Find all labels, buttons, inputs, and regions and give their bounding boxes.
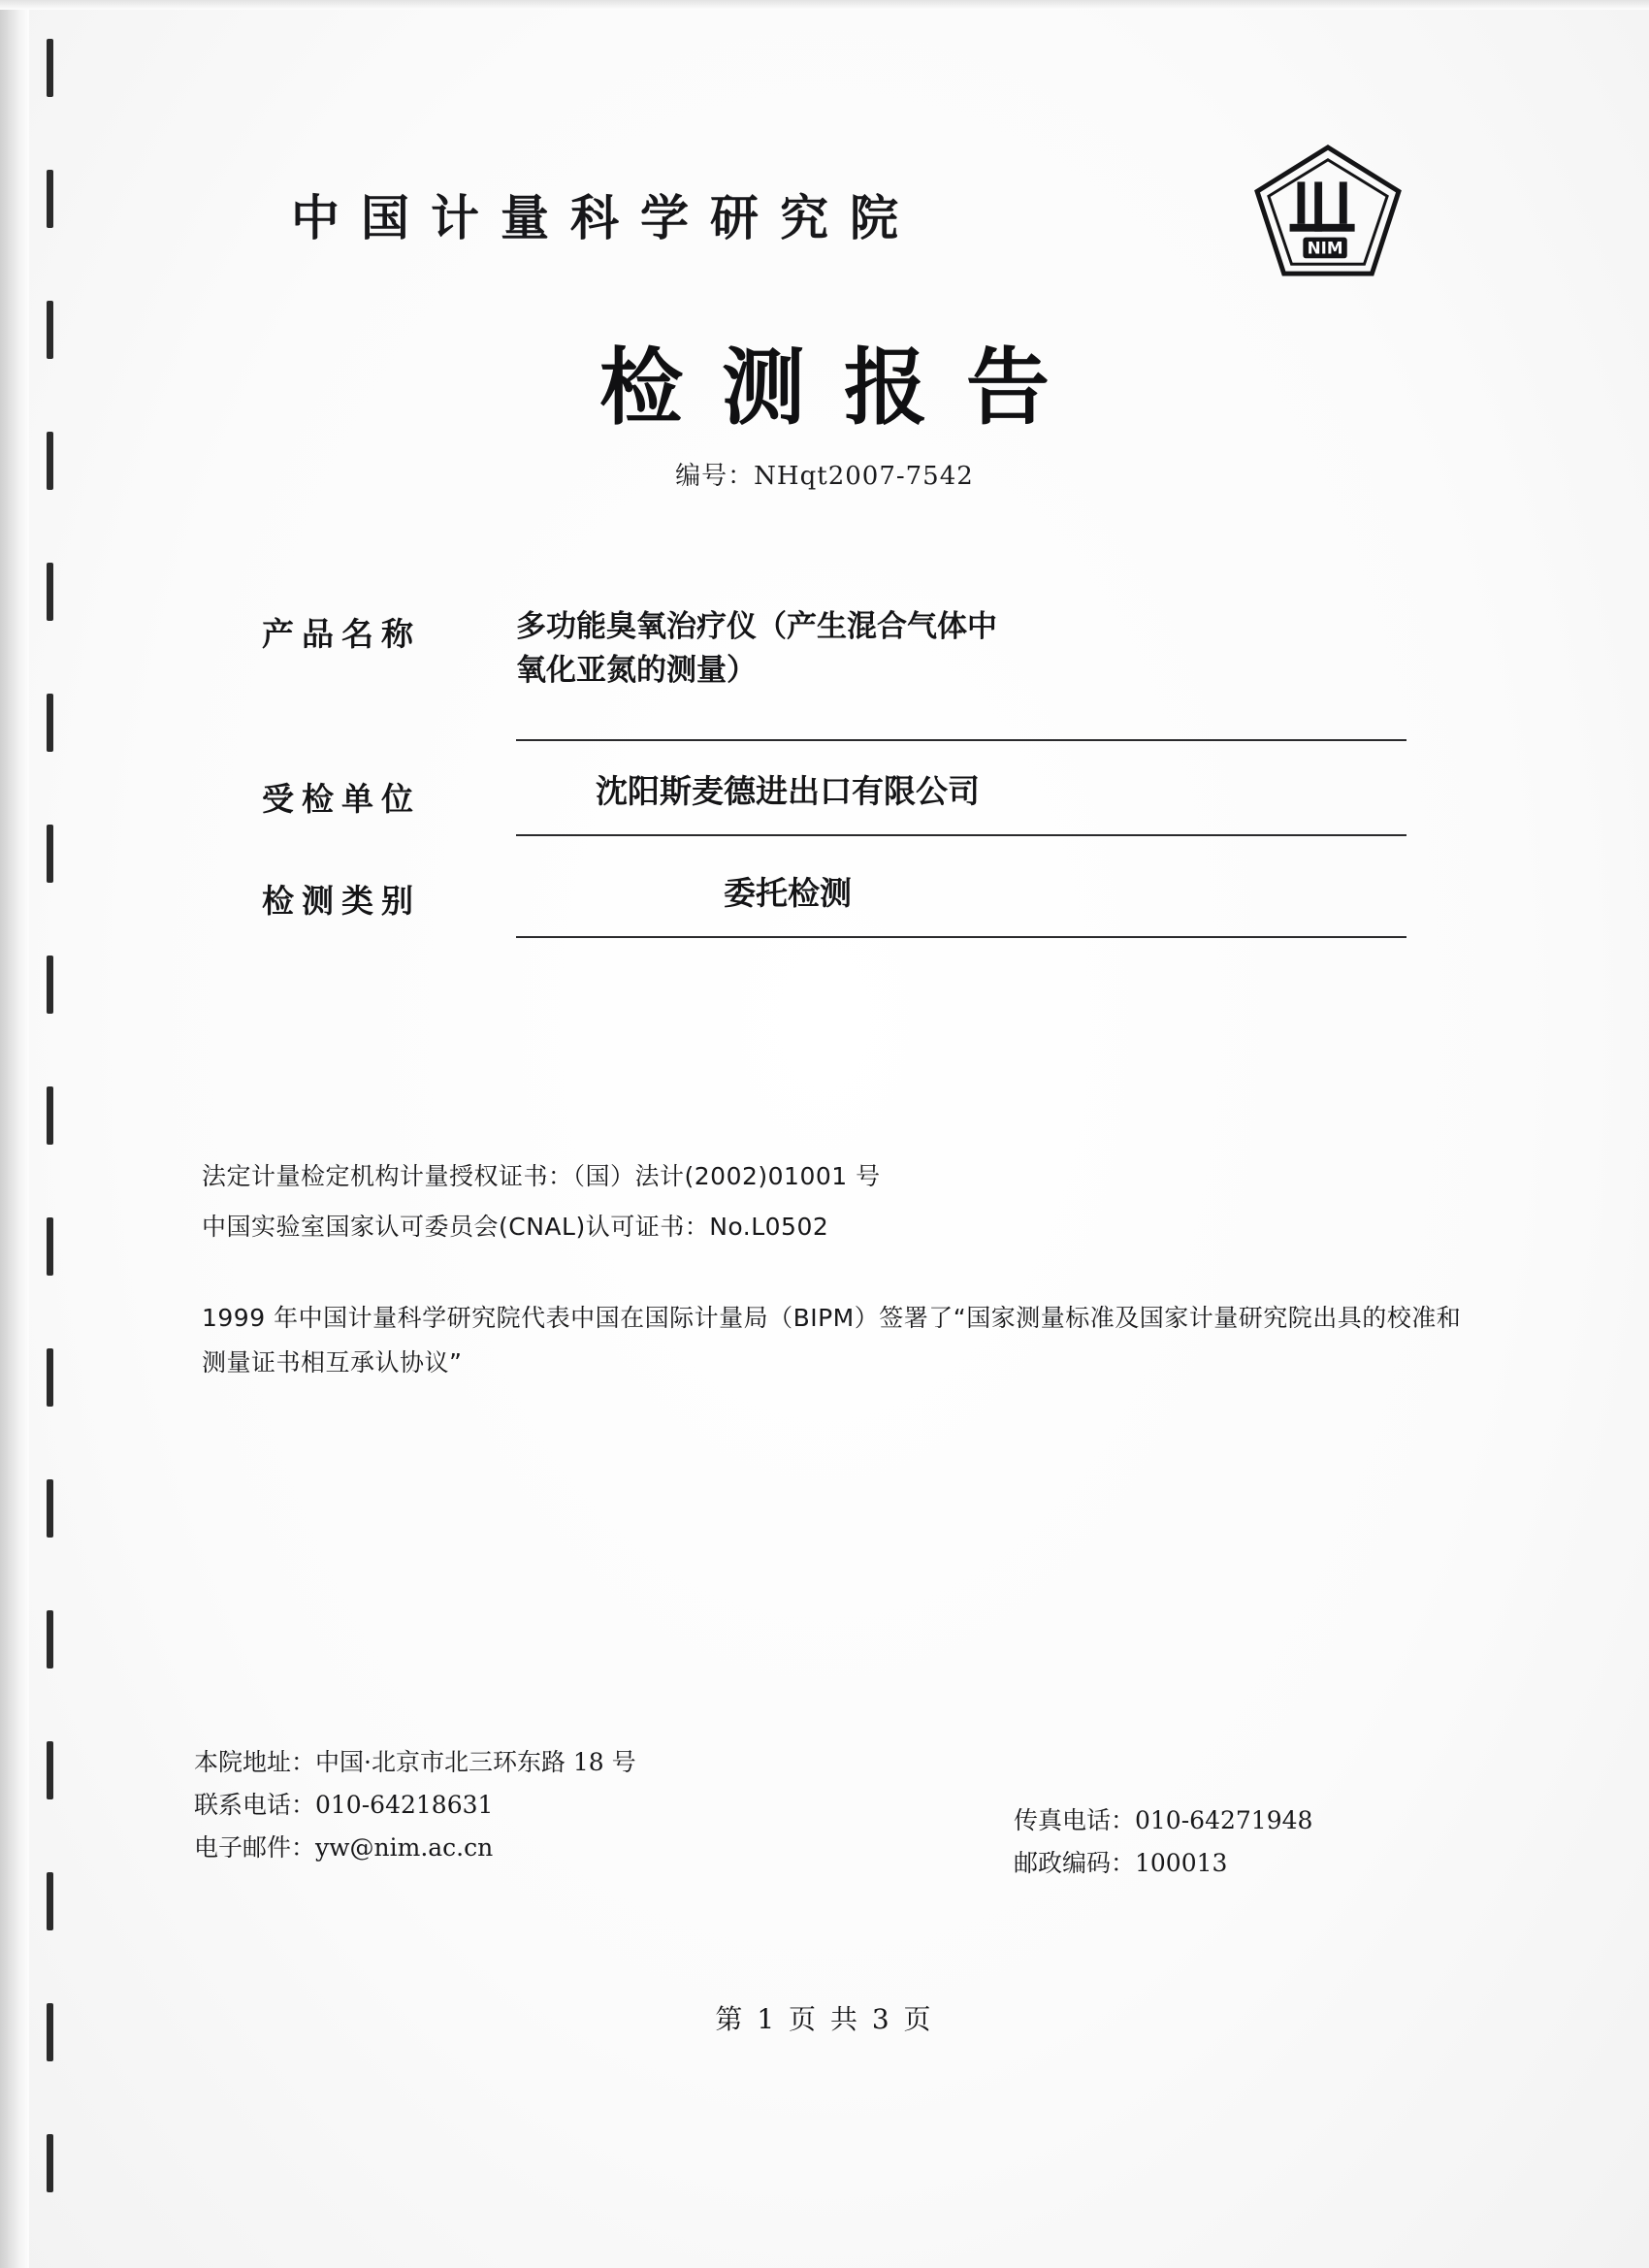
- svg-text:NIM: NIM: [1307, 238, 1343, 258]
- field-product-name: [262, 601, 1406, 766]
- field-value-product-name-line2: 氧化亚氮的测量）: [516, 652, 757, 688]
- report-title: 检测报告: [599, 339, 1088, 437]
- field-rule-product-name: [516, 739, 1406, 741]
- field-label-inspected-unit: 受检单位: [262, 780, 421, 818]
- nim-logo-icon: [1251, 144, 1405, 279]
- contact-fax: 传真电话：010-64271948: [1014, 1806, 1313, 1834]
- page-number: 第 1 页 共 3 页: [715, 2003, 934, 2035]
- certifications-block: [202, 1159, 1463, 1385]
- report-number: 编号：NHqt2007-7542: [675, 462, 974, 491]
- field-inspected-unit: [262, 766, 1406, 868]
- certification-line-2: 中国实验室国家认可委员会(CNAL)认可证书：No.L0502: [202, 1213, 829, 1242]
- contact-email: 电子邮件：yw@nim.ac.cn: [194, 1832, 494, 1862]
- field-label-product-name: 产品名称: [262, 615, 421, 653]
- contact-address: 本院地址：中国·北京市北三环东路 18 号: [194, 1748, 636, 1776]
- contact-postcode: 邮政编码：100013: [1014, 1848, 1228, 1877]
- field-inspection-category: [262, 868, 1406, 970]
- contact-left-block: [194, 1741, 636, 1868]
- field-rule-inspected-unit: [516, 834, 1406, 836]
- institute-name: 中国计量科学研究院: [291, 190, 920, 246]
- contact-right-block: [1014, 1799, 1312, 1885]
- certification-line-1: 法定计量检定机构计量授权证书：（国）法计(2002)01001 号: [202, 1162, 881, 1190]
- mra-paragraph: 1999 年中国计量科学研究院代表中国在国际计量局（BIPM）签署了“国家测量标准及国家计量研究院出具的校准和测量证书相互承认协议”: [202, 1303, 1462, 1377]
- field-value-inspected-unit: 沈阳斯麦德进出口有限公司: [596, 772, 980, 810]
- field-label-inspection-category: 检测类别: [262, 882, 421, 920]
- field-value-product-name-line1: 多功能臭氧治疗仪（产生混合气体中: [516, 609, 997, 644]
- fields-block: [262, 601, 1406, 970]
- field-value-product-name: [516, 605, 1389, 693]
- field-value-inspection-category: 委托检测: [724, 874, 852, 912]
- contact-phone: 联系电话：010-64218631: [194, 1790, 494, 1819]
- field-rule-inspection-category: [516, 936, 1406, 938]
